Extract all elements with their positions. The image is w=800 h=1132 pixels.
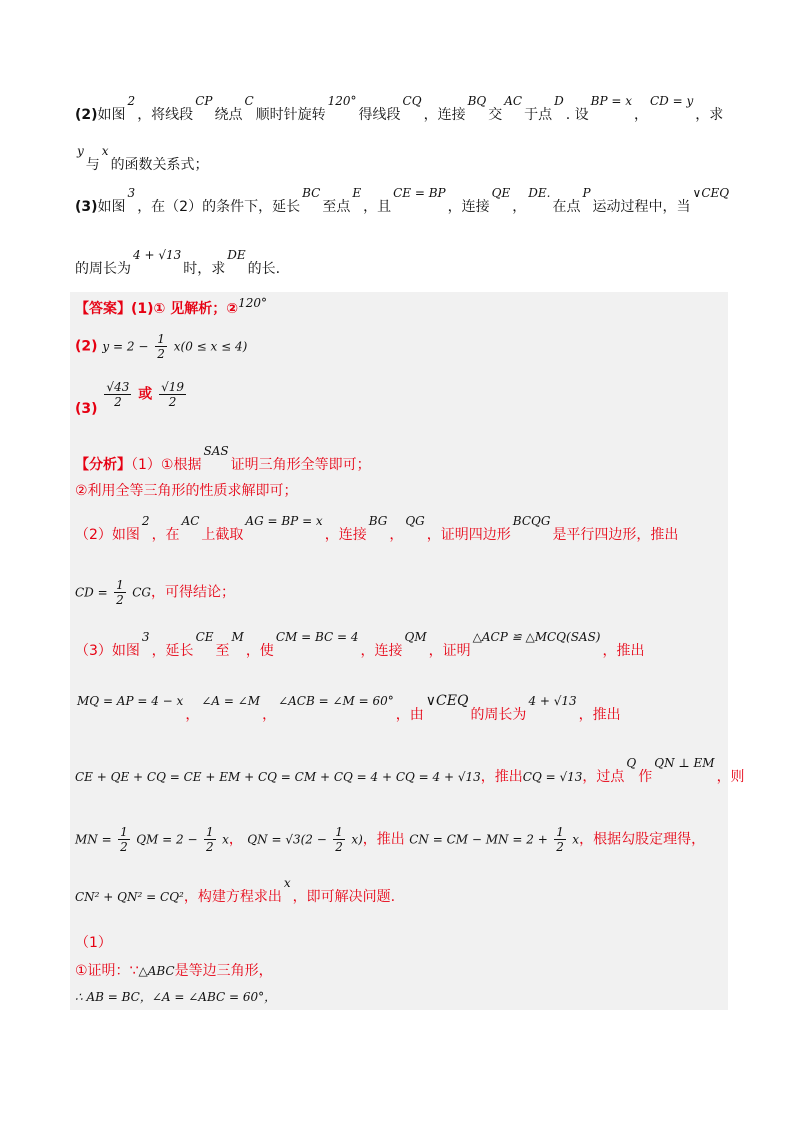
fraction: $\frac{1}{2}$ (335, 825, 343, 854)
analysis-line-12: ∴ AB = BC，∠A = ∠ABC = 60°， (75, 990, 277, 1004)
analysis-line-5: （3）如图3，延长CE至M，使CM = BC = 4，连接QM，证明△ACP ≌ △MCQ(SAS)，推出 (75, 630, 645, 659)
answer-line-1: 【答案】(1)① 见解析；②120° (75, 296, 268, 317)
answer-line-3: (3) $\frac{√43}{2}$ 或 $\frac{√19}{2}$ (75, 380, 185, 417)
answer-tag: 【答案】 (75, 301, 131, 317)
fraction: $\frac{1}{2}$ (157, 332, 165, 361)
analysis-line-7: CE + QE + CQ = CE + EM + CQ = CM + CQ = 4 + CQ = 4 + √13，推出CQ = √13，过点Q作QN ⊥ EM，则 (75, 756, 745, 785)
analysis-line-1: 【分析】（1）①根据SAS证明三角形全等即可； (75, 444, 371, 473)
analysis-line-4: CD = $\frac{1}{2}$ CG，可得结论； (75, 578, 235, 607)
analysis-tag: 【分析】 (75, 457, 131, 473)
analysis-line-3: （2）如图2，在AC上截取AG = BP = x，连接BG，QG，证明四边形BCQG是平行四边形，推出 (75, 514, 679, 543)
question-2-line-2: y与x的函数关系式； (77, 144, 209, 173)
answer-line-2: (2) y = 2 − $\frac{1}{2}$ x(0 ≤ x ≤ 4) (75, 332, 248, 361)
fraction: $\frac{1}{2}$ (116, 578, 124, 607)
fraction: $\frac{√19}{2}$ (161, 380, 185, 409)
q3-label: (3) (75, 199, 98, 215)
analysis-line-9: CN² + QN² = CQ²，构建方程求出x，即可解决问题. (75, 876, 396, 905)
analysis-line-10: （1） (75, 935, 112, 951)
fraction: $\frac{1}{2}$ (205, 825, 214, 854)
q2-label: (2) (75, 107, 98, 123)
fraction: $\frac{1}{2}$ (556, 825, 564, 854)
fraction: $\frac{1}{2}$ (120, 825, 128, 854)
question-3-line-2: 的周长为4 + √13时，求DE的长. (75, 248, 281, 277)
analysis-line-2: ②利用全等三角形的性质求解即可； (75, 483, 298, 499)
question-3-line-1: (3)如图3，在（2）的条件下，延长BC至点E，且CE = BP，连接QE，DE.在点P运动过程中，当∨CEQ (75, 186, 730, 215)
question-2-line-1: (2)如图2，将线段CP绕点C顺时针旋转120°得线段CQ，连接BQ交AC于点D. 设BP = x，CD = y，求 (75, 94, 724, 123)
analysis-line-8: MN = $\frac{1}{2}$ QM = 2 − $\frac{1}{2}$ x， QN = √3(2 − $\frac{1}{2}$ x)，推出 CN = CM − MN = 2 + $\frac{1}{2}$ x，根据勾股定理得， (75, 825, 706, 854)
fraction: $\frac{√43}{2}$ (106, 380, 130, 409)
analysis-line-11: ①证明：∵△ABC是等边三角形， (75, 963, 273, 979)
analysis-line-6: MQ = AP = 4 − x，∠A = ∠M，∠ACB = ∠M = 60°，由∨CEQ的周长为4 + √13，推出 (77, 693, 621, 723)
